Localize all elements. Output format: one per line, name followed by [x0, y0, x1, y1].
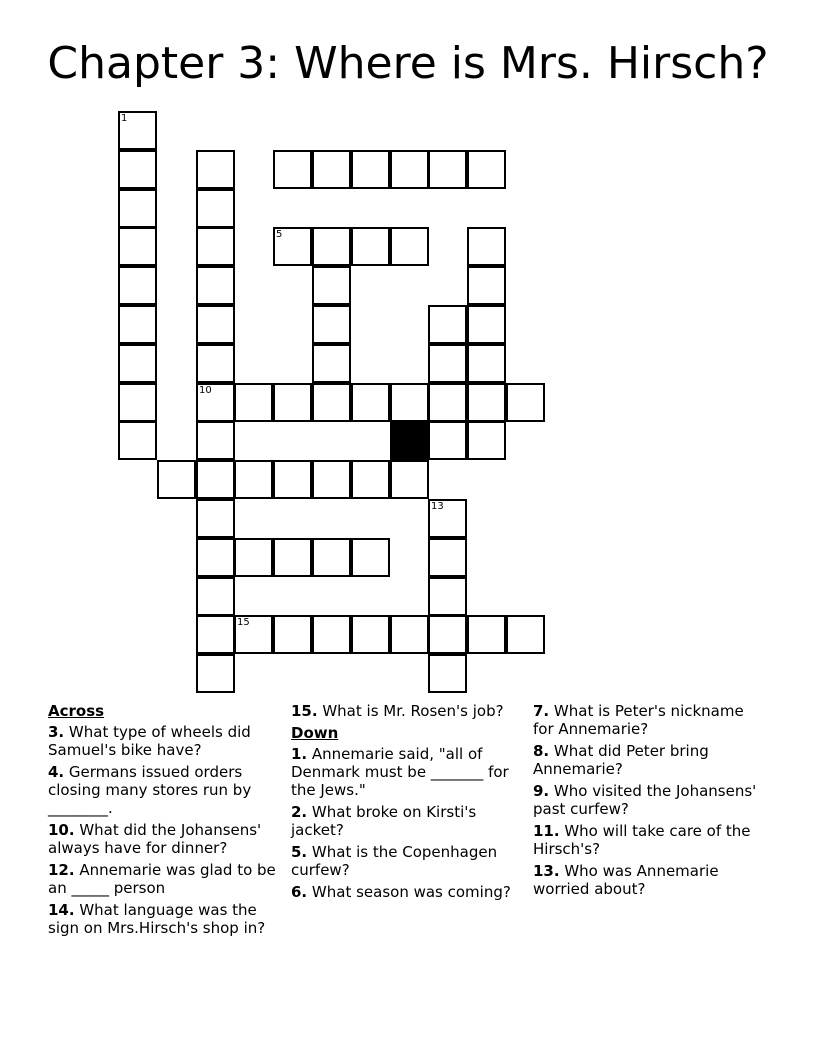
grid-cell[interactable]	[273, 150, 312, 189]
clue-text: What did Peter bring Annemarie?	[533, 742, 709, 778]
clue-item	[291, 803, 523, 839]
clues-column-2	[291, 702, 523, 905]
black-cell	[390, 421, 429, 460]
clue-number-label: 15.	[291, 702, 318, 720]
clue-text: What is the Copenhagen curfew?	[291, 843, 498, 879]
grid-cell[interactable]	[312, 538, 351, 577]
grid-cell[interactable]	[312, 266, 351, 305]
grid-cell[interactable]	[312, 615, 351, 654]
clue-number-label: 4.	[48, 763, 65, 781]
clue-text: Germans issued orders closing many stores run by ________.	[48, 763, 252, 817]
grid-cell[interactable]	[118, 150, 157, 189]
grid-cell[interactable]	[118, 305, 157, 344]
grid-cell[interactable]	[273, 538, 312, 577]
grid-cell[interactable]	[196, 344, 235, 383]
clue-item	[48, 763, 280, 817]
grid-cell[interactable]	[506, 615, 545, 654]
grid-cell[interactable]	[118, 227, 157, 266]
clue-item	[48, 861, 280, 897]
clues-column-3	[533, 702, 765, 902]
grid-cell[interactable]	[196, 227, 235, 266]
grid-cell[interactable]	[196, 383, 235, 422]
clue-item	[291, 702, 523, 720]
grid-cell[interactable]	[351, 460, 390, 499]
grid-cell[interactable]	[390, 227, 429, 266]
clue-item	[533, 782, 765, 818]
grid-cell[interactable]	[390, 615, 429, 654]
clue-number-label: 1.	[291, 745, 308, 763]
clue-number-label: 8.	[533, 742, 550, 760]
clue-text: What broke on Kirsti's jacket?	[291, 803, 477, 839]
clue-item	[291, 745, 523, 799]
grid-cell[interactable]	[312, 383, 351, 422]
clue-number-label: 14.	[48, 901, 75, 919]
grid-cell[interactable]	[196, 305, 235, 344]
grid-cell[interactable]	[157, 460, 196, 499]
clue-text: Annemarie was glad to be an _____ person	[48, 861, 276, 897]
clue-text: What language was the sign on Mrs.Hirsch's shop in?	[48, 901, 266, 937]
clue-number: 13	[431, 501, 444, 512]
clue-text: Who visited the Johansens' past curfew?	[533, 782, 757, 818]
grid-cell[interactable]	[467, 150, 506, 189]
clue-item	[533, 742, 765, 778]
clue-number-label: 10.	[48, 821, 75, 839]
clue-text: What is Peter's nickname for Annemarie?	[533, 702, 744, 738]
grid-cell[interactable]	[196, 189, 235, 228]
grid-cell[interactable]	[196, 421, 235, 460]
clue-number: 15	[237, 617, 250, 628]
clue-number: 5	[276, 229, 283, 240]
grid-cell[interactable]	[118, 111, 157, 150]
grid-cell[interactable]	[428, 577, 467, 616]
grid-cell[interactable]	[467, 305, 506, 344]
grid-cell[interactable]	[234, 615, 273, 654]
clue-number: 1	[121, 113, 128, 124]
grid-cell[interactable]	[312, 344, 351, 383]
grid-cell[interactable]	[273, 460, 312, 499]
clue-item	[291, 883, 523, 901]
grid-cell[interactable]	[196, 538, 235, 577]
clue-text: What did the Johansens' always have for dinner?	[48, 821, 262, 857]
grid-cell[interactable]	[312, 460, 351, 499]
clue-number-label: 2.	[291, 803, 308, 821]
grid-cell[interactable]	[390, 383, 429, 422]
grid-cell[interactable]	[428, 538, 467, 577]
grid-cell[interactable]	[428, 305, 467, 344]
clue-number-label: 11.	[533, 822, 560, 840]
grid-cell[interactable]	[351, 150, 390, 189]
clue-text: What type of wheels did Samuel's bike have?	[48, 723, 251, 759]
grid-cell[interactable]	[196, 266, 235, 305]
grid-cell[interactable]	[234, 538, 273, 577]
grid-cell[interactable]	[351, 538, 390, 577]
grid-cell[interactable]	[273, 383, 312, 422]
grid-cell[interactable]	[428, 383, 467, 422]
grid-cell[interactable]	[312, 227, 351, 266]
clue-number-label: 9.	[533, 782, 550, 800]
grid-cell[interactable]	[312, 150, 351, 189]
down-heading: Down	[291, 724, 339, 742]
grid-cell[interactable]	[506, 383, 545, 422]
grid-cell[interactable]	[118, 383, 157, 422]
clue-number-label: 6.	[291, 883, 308, 901]
grid-cell[interactable]	[351, 227, 390, 266]
grid-cell[interactable]	[196, 460, 235, 499]
grid-cell[interactable]	[390, 150, 429, 189]
grid-cell[interactable]	[196, 615, 235, 654]
grid-cell[interactable]	[273, 615, 312, 654]
clue-item	[533, 702, 765, 738]
across-clue-list-continued	[291, 702, 523, 720]
clue-number: 10	[199, 385, 212, 396]
grid-cell[interactable]	[196, 654, 235, 693]
grid-cell[interactable]	[234, 460, 273, 499]
grid-cell[interactable]	[467, 266, 506, 305]
clues-column-1	[48, 702, 280, 941]
grid-cell[interactable]	[467, 227, 506, 266]
grid-cell[interactable]	[196, 577, 235, 616]
grid-cell[interactable]	[390, 460, 429, 499]
clue-number-label: 13.	[533, 862, 560, 880]
grid-cell[interactable]	[467, 421, 506, 460]
grid-cell[interactable]	[351, 615, 390, 654]
clue-item	[533, 822, 765, 858]
grid-cell[interactable]	[118, 344, 157, 383]
clue-item	[48, 901, 280, 937]
grid-cell[interactable]	[312, 305, 351, 344]
grid-cell[interactable]	[428, 499, 467, 538]
clue-number-label: 7.	[533, 702, 550, 720]
clue-text: Who will take care of the Hirsch's?	[533, 822, 751, 858]
clue-text: Annemarie said, "all of Denmark must be _______ for the Jews."	[291, 745, 509, 799]
across-heading: Across	[48, 702, 105, 720]
grid-cell[interactable]	[118, 189, 157, 228]
down-clue-list	[291, 745, 523, 901]
clue-item	[291, 843, 523, 879]
grid-cell[interactable]	[196, 499, 235, 538]
clue-item	[533, 862, 765, 898]
grid-cell[interactable]	[118, 266, 157, 305]
clue-number-label: 12.	[48, 861, 75, 879]
grid-cell[interactable]	[428, 150, 467, 189]
clue-text: What is Mr. Rosen's job?	[317, 702, 504, 720]
grid-cell[interactable]	[428, 654, 467, 693]
clue-text: Who was Annemarie worried about?	[533, 862, 719, 898]
grid-cell[interactable]	[118, 421, 157, 460]
grid-cell[interactable]	[273, 227, 312, 266]
clue-text: What season was coming?	[307, 883, 511, 901]
grid-cell[interactable]	[196, 150, 235, 189]
clue-item	[48, 821, 280, 857]
grid-cell[interactable]	[467, 383, 506, 422]
grid-cell[interactable]	[467, 344, 506, 383]
down-clue-list-continued	[533, 702, 765, 898]
grid-cell[interactable]	[467, 615, 506, 654]
grid-cell[interactable]	[428, 421, 467, 460]
clue-number-label: 5.	[291, 843, 308, 861]
across-clue-list	[48, 723, 280, 937]
clue-item	[48, 723, 280, 759]
clue-number-label: 3.	[48, 723, 65, 741]
grid-cell[interactable]	[234, 383, 273, 422]
grid-cell[interactable]	[428, 344, 467, 383]
grid-cell[interactable]	[428, 615, 467, 654]
grid-cell[interactable]	[351, 383, 390, 422]
page-title: Chapter 3: Where is Mrs. Hirsch?	[47, 38, 769, 89]
